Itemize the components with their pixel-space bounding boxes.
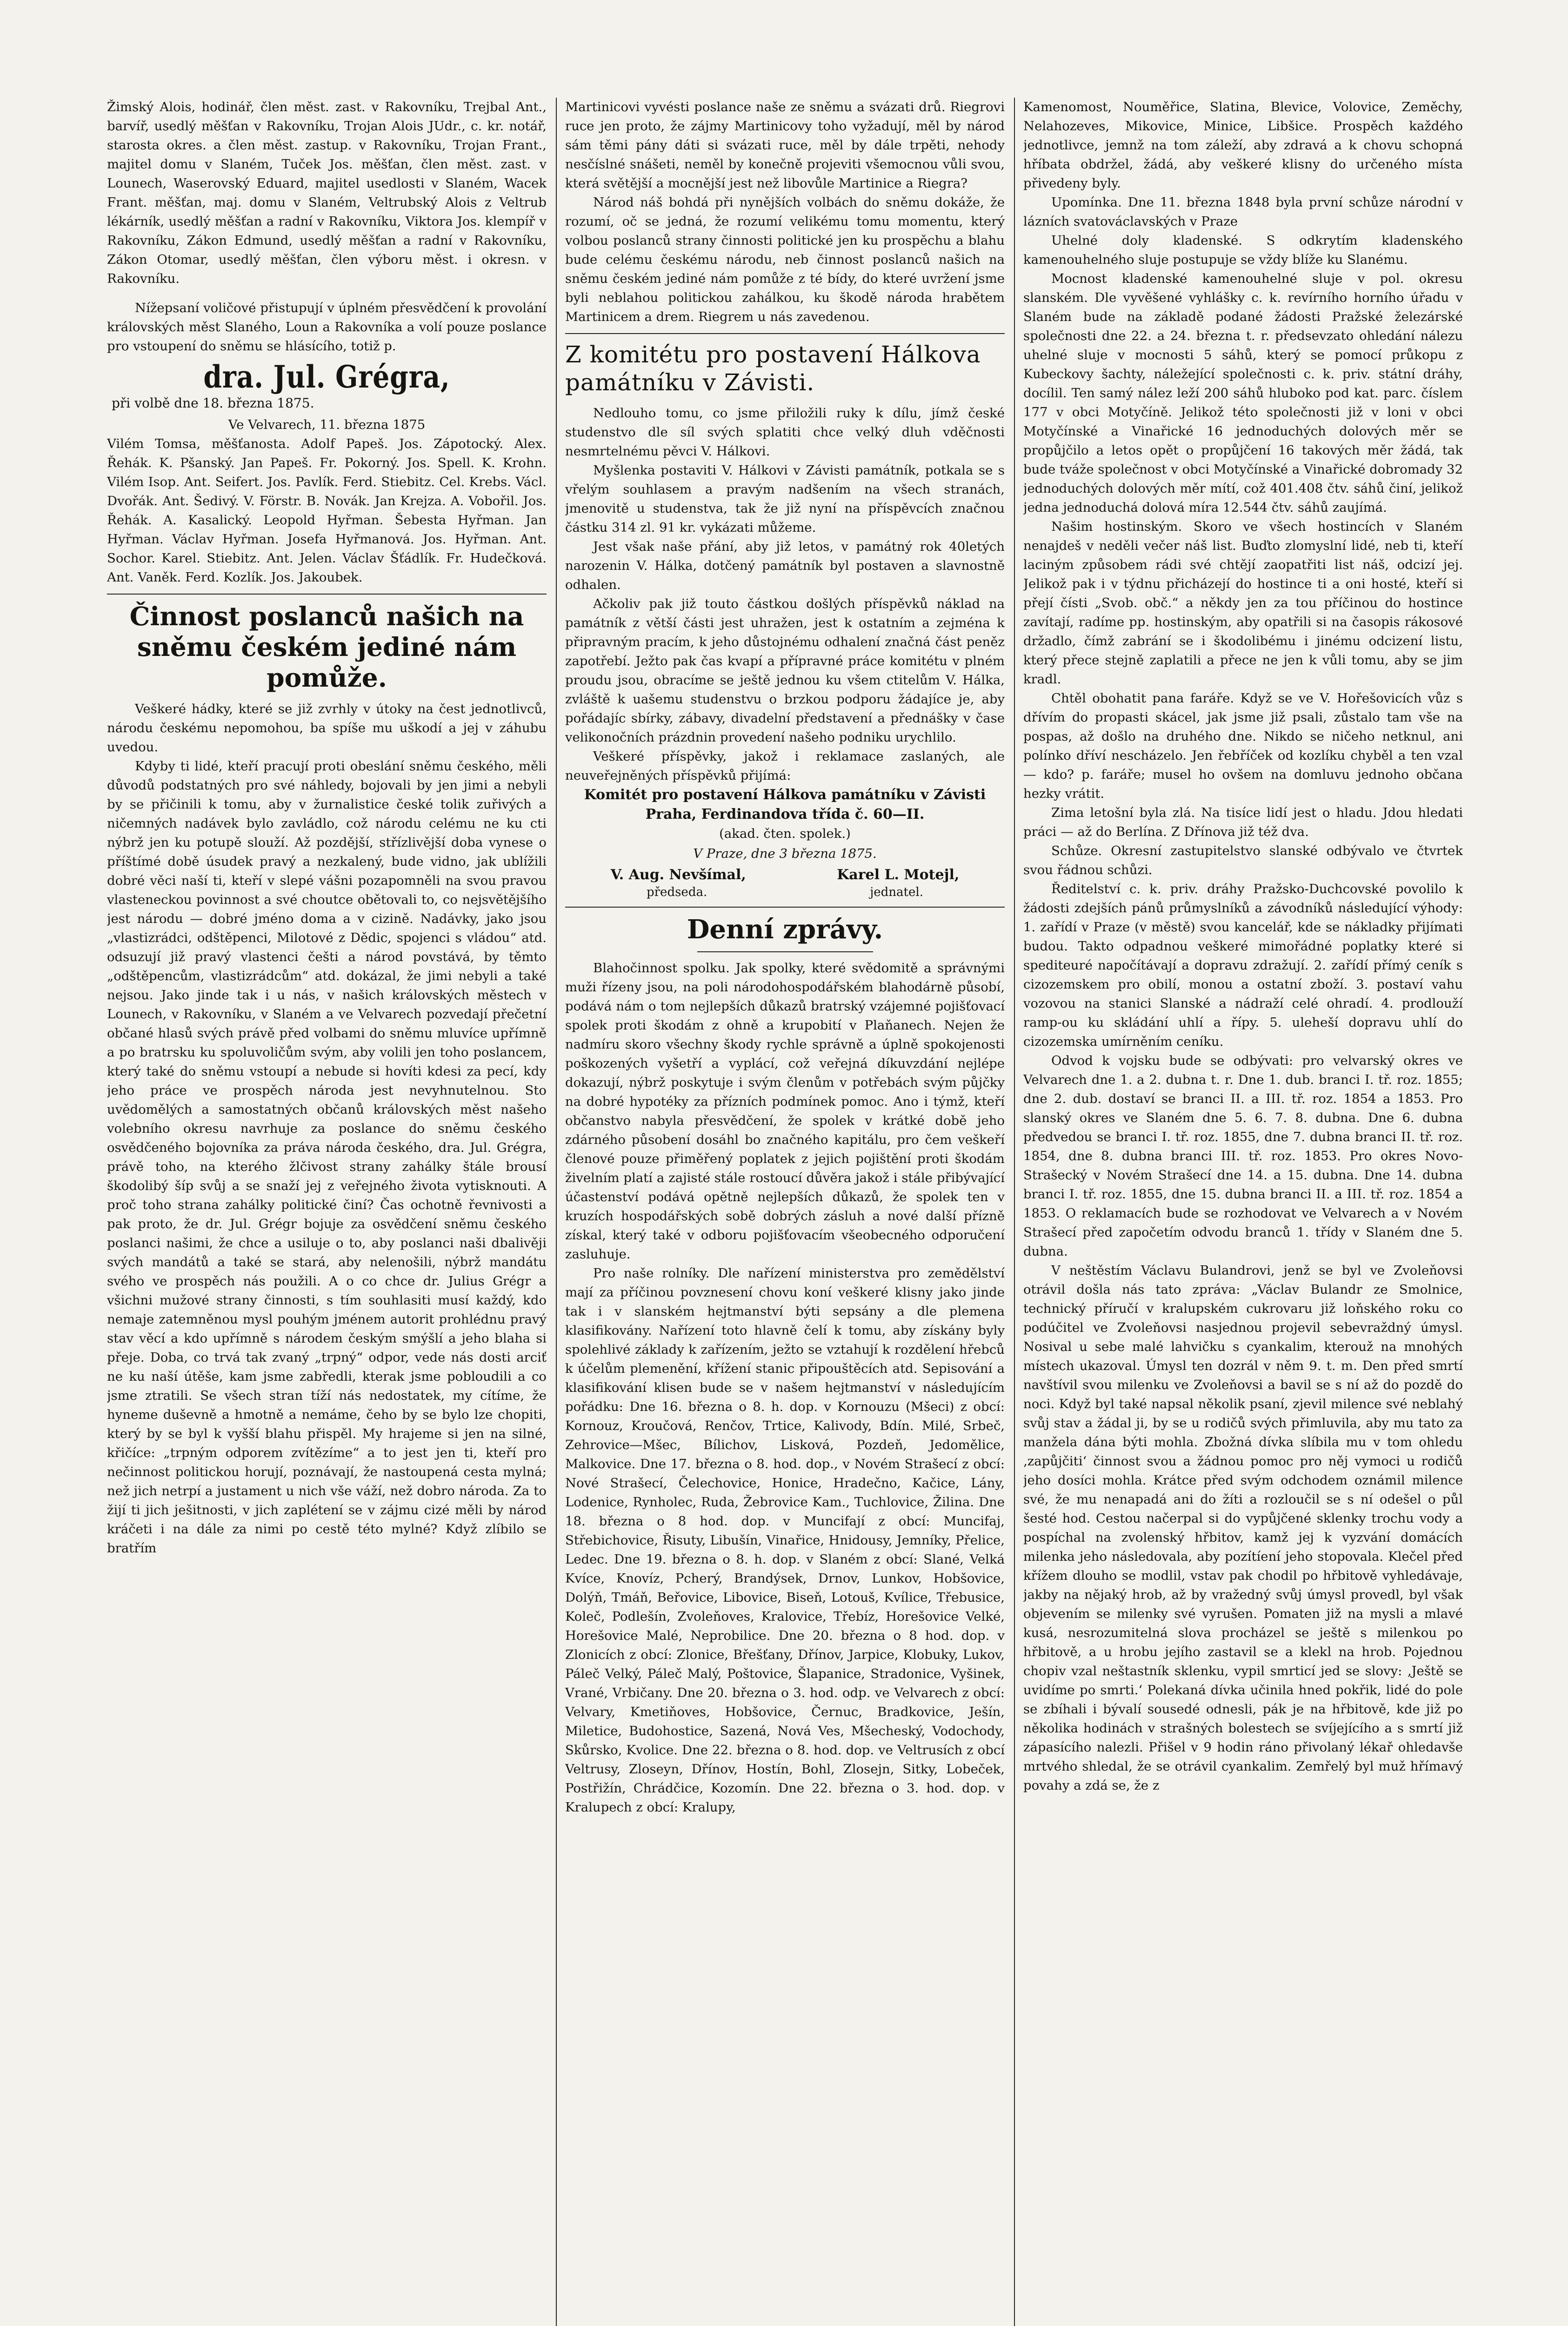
column-rule-2 [1014, 98, 1015, 2326]
signature-chair: V. Aug. Nevšímal, [610, 867, 746, 883]
role-secretary: jednatel. [870, 885, 923, 899]
article-paragraph: Kdyby ti lidé, kteří pracují proti obeslání sněmu českého, měli důvodů podstatných pro své náhledy, bojovali by jen jimi a nebyli by se přičinili k tomu, aby v žurnalistice české tolik zuřivých a ničemných nadávek bylo zavládlo, což národu celému ne ku cti nýbrž jen ku potupě slouží. Až pozdější, střízlivější doba vynese o příštímé době úsudek pravý a nezkalený, bude vidno, jak ublížili dobré věci naší ti, kteří v slepé vášni pozapomněli na svou pravou vlasteneckou povinnost a své choutce obětovali to, co nejsvětějšího jest národu — dobré jméno doma a v cizině. Nadávky, jako jsou „vlastizrádci, odštěpenci, Milotové z Dědic, spojenci s vládou“ atd. odsuzují již pravý vlastenci češti a národ povstává, by těmto „odštěpencům, vlastizrádcům“ atd. dokázal, že jimi nebyli a také nejsou. Jako jinde tak i u nás, v našich královských městech v Lounech, v Rakovníku, v Slaném a ve Velvarech pozvedají přečetní občané hlasů svých právě před volbami do sněmu mluvíce upřímně a po bratrsku ku spoluvoličům svým, aby volili jen toho poslancem, který také do sněmu vstoupí a nebude si hovíti kdesi za pecí, kdy jeho práce ve prospěch národa jest nevyhnutelnou. Sto uvědomělých a samostatných občanů královských měst našeho volebního okresu navrhuje za poslance do sněmu českého osvědčeného bojovníka za práva národa českého, dra. Jul. Grégra, právě toho, na kterého žlčivost strany zahálky štále brousí škodolibý šíp svůj a se snaží jej z veřejného života vytisknouti. A proč toho strana zahálky politické činí? Čas ochotně řevnivosti a pak proto, že dr. Jul. Grégr bojuje za osvědčení sněmu českého poslanci našimi, že chce a usiluje o to, aby poslanci naši dbalivěji svých mandátů a také se stará, aby nelenošili, nýbrž mandátu svého ve prospěch nás použili. A o co chce dr. Julius Grégr a všichni mužové strany činnosti, s tím souhlasiti musí každý, kdo nemaje zatemněnou mysl pouhým jménem autorit prohlédnu pravý stav věcí a kdo upřímně s národem českým smýšlí a jeho blaha si přeje. Doba, co trvá tak zvaný „trpný“ odpor, vede nás dosti arciť ne ku naší útěše, kam jsme zabředli, kterak jsme pobloudili a co jsme ztratili. Se všech stran tíží nás nedostatek, my cítíme, že hyneme duševně a hmotně a nemáme, čeho by se bylo lze chopiti, který by se byl k vyšší blahu přispěl. My hrajeme si jen na silné, křičíce: „trpným odporem zvítězíme“ a to jest jen ti, kteří pro nečinnost politickou horují, poznávají, že nastoupená cesta mylná; než jich netrpí a justament u nich vše váží, než dobro národa. Za to žijí ti jich ješitnosti, v jich zaplétení se v zájmu cizé měli by národ kráčeti i na dále za nimi po cestě této mylné? Když zlíbilo se bratřím [107, 759, 547, 1556]
news-item: Zima letošní byla zlá. Na tisíce lidí jest o hladu. Jdou hledati práci — až do Berlína. Z Dřínova již též dva. [1023, 805, 1463, 839]
news-item: Schůze. Okresní zastupitelstvo slanské odbývalo ve čtvrtek svou řádnou schůzi. [1023, 843, 1463, 877]
committee-paragraph: Veškeré příspěvky, jakož i reklamace zaslaných, ale neuveřejněných příspěvků přijímá: [565, 749, 1005, 783]
divider [107, 594, 547, 595]
signature-roles [565, 884, 1005, 900]
committee-title: Z komitétu pro postavení Hálkova památníku v Závisti. [565, 341, 981, 396]
divider [565, 333, 1005, 334]
news-item: Pro naše rolníky. Dle nařízení ministerstva pro zemědělství mají za příčinou povznesení chovu koní veškeré klisny jako jinde tak i v slanském hejtmanství býti sepsány a dle plemena klasifikovány. Nařízení toto hlavně čelí k tomu, aby získány byly spolehlivé základy k zařízením, ježto se vztahují k rozdělení hřebců k účelům plemenění, křížení stanic připouštěcích atd. Sepisování a klasifikování klisen bude se v našem hejtmanství v následujícím pořádku: Dne 16. března o 8. h. dop. v Kornouzu (Mšeci) z obcí: Kornouz, Kroučová, Renčov, Trtice, Kalivody, Bdín. Milé, Srbeč, Zehrovice—Mšec, Bílichov, Lisková, Pozdeň, Jedomělice, Malkovice. Dne 17. března o 8. hod. dop., v Novém Strašecí z obcí: Nové Strašecí, Čelechovice, Honice, Hradečno, Kačice, Lány, Lodenice, Rynholec, Ruda, Žebrovice Kam., Tuchlovice, Žilina. Dne 18. března o 8 hod. dop. v Muncifají z obcí: Muncifaj, Střebichovice, Řisuty, Libušín, Vinařice, Hnidousy, Jemníky, Přelice, Ledec. Dne 19. března o 8. h. dop. v Slaném z obcí: Slané, Velká Kvíce, Knovíz, Pcherý, Brandýsek, Drnov, Lunkov, Hobšovice, Dolýň, Tmáň, Beřovice, Libovice, Biseň, Lotouš, Kvílice, Třebusice, Koleč, Podlešín, Zvoleňoves, Kralovice, Třebíz, Horešovice Velké, Horešovice Malé, Neprobilice. Dne 20. března o 8 hod. dop. v Zlonicích z obcí: Zlonice, Břešťany, Dřínov, Jarpice, Klobuky, Lukov, Páleč Velký, Páleč Malý, Poštovice, Šlapanice, Stradonice, Vyšinek, Vrané, Vrbičany. Dne 20. března o 3. hod. odp. ve Velvarech z obcí: Velvary, Kmetiňoves, Hobšovice, Černuc, Bradkovice, Ješín, Miletice, Budohostice, Sazená, Nová Ves, Mšecheský, Vodochody, Skůrsko, Kvolice. Dne 22. března o 8. hod. dop. ve Veltrusích z obcí Veltrusy, Zloseyn, Dřínov, Hostín, Bohl, Zlosejn, Sitky, Lobeček, Postřižín, Chrádčice, Kozomín. Dne 22. března o 3. hod. dop. v Kralupech z obcí: Kralupy, [565, 1266, 1005, 1815]
news-item: V neštěstím Václavu Bulandrovi, jenž se byl ve Zvoleňovsi otrávil došla nás tato zpráva: „Václav Bulandr ze Smolnice, technický příručí v kralupském cukrovaru již loňského roku co podúčitel ve Zvoleňovsi nasjednou projevil sebevraždný úmysl. Nosival u sebe malé lahvičku s cyankalim, kterouž na mnohých místech ukazoval. Úmysl ten dozrál v něm 9. t. m. Den před smrtí navštívil svou milenku ve Zvoleňovsi a bavil se s ní až do pozdě do noci. Když byl také napsal několik psaní, zjevil milence své neblahý svůj stav a žádal ji, by se u rodičů svých přimluvila, aby mu tato za manžela dána býti mohla. Zbožná dívka slíbila mu v tom ohledu ‚zapůjčiti‘ činnost svou a žádnou pomoc pro něj vymoci u rodičů jeho dosíci mohla. Krátce před svým odchodem oznámil milence své, že mu nenapadá ani do žíti a rozloučil se s ní odešel o půl šesté hod. Cestou načerpal si do vypůjčené sklenky trochu vody a pospíchal na zvolenský hřbitov, kamž jej k vyzvání domácích milenka jeho následovala, aby pozítíení jeho stopovala. Klečel před křížem dlouho se modlil, vstav pak chodil po hřbitově vyhledávaje, jakby na nějaký hrob, až by vražedný svůj úmysl provedl, byl však objevením se milenky své vyrušen. Pomaten již na mysli a mlavé kusá, nesrozumitelná slova procházel se ještě s milenkou po hřbitově, a u hrobu jejího zastavil se a klekl na hrob. Pojednou chopiv vzal neštastník sklenku, vypil smrticí jed se slovy: ‚Ještě se uvidíme po smrti.‘ Polekaná dívka učinila hned pokřik, lidé do pole se zbíhali i bývalí sousedé odnesli, pák je na hřbitově, kde již po několika hodinách v strašných bolestech se svíjejícího a s smrtí již zápasícího nalezli. Přišel v 9 hodin ráno přivolaný lékař ohledavše mrtvého shledal, že se otrávil cyankalim. Zemřelý byl muž hřímavý povahy a zdá se, že z [1023, 1263, 1463, 1793]
column-3 [1023, 98, 1463, 2326]
news-item: Uhelné doly kladenské. S odkrytím kladenského kamenouhelného sluje postupuje se vždy blíže ku Slanému. [1023, 233, 1463, 267]
article-continuation: Martinicovi vyvésti poslance naše ze sněmu a svázati drů. Riegrovi ruce jen proto, že zájmy Martinicovy toho vyžadují, měl by národ sám těmi pány dáti si svázati ruce, měl by dále trpěti, nehody nesčíslné snášeti, neměl by konečně projeviti všemocnou vůli svou, která světější a mocnější jest než libovůle Martinice a Riegra? [565, 100, 1005, 191]
committee-paragraph: Myšlenka postaviti V. Hálkovi v Závisti památník, potkala se s vřelým souhlasem a pravým nadšením na všech stranách, jmenovitě u studenstva, tak že již nyní na příspěvcích značnou částku 314 zl. 91 kr. vykázati můžeme. [565, 463, 1005, 535]
news-item: Chtěl obohatit pana faráře. Když se ve V. Hořešovicích vůz s dřívím do propasti skácel, jak jsme již psali, zůstalo tam vše na pospas, až došlo na druhého dne. Nikdo se ničeho netknul, ani polínko dříví nescházelo. Jen řebříček od kozlíku chyběl a ten vzal — kdo? p. faráře; musel ho ovšem na domluvu jednoho občana hezky vrátit. [1023, 691, 1463, 801]
column-1 [107, 98, 547, 2326]
newspaper-page [107, 98, 1475, 2326]
role-chair: předseda. [646, 885, 707, 899]
signers-list: Vilém Tomsa, měšťanosta. Adolf Papeš. Jos. Zápotocký. Alex. Řehák. K. Pšanský. Jan Papeš. Fr. Pokorný. Jos. Spell. K. Krohn. Vilém Isop. Ant. Seifert. Jos. Pavlík. Ferd. Stiebitz. Cel. Krebs. Václ. Dvořák. Ant. Šedivý. V. Förstr. B. Novák. Jan Krejza. A. Vobořil. Jos. Řehák. A. Kasalický. Leopold Hyřman. Šebesta Hyřman. Jan Hyřman. Václav Hyřman. Josefa Hyřmanová. Jos. Hyřman. Ant. Sochor. Karel. Stiebitz. Ant. Jelen. Václav Šťádlík. Fr. Hudečková. Ant. Vaněk. Ferd. Kozlík. Jos. Jakoubek. [107, 436, 547, 585]
news-item: Našim hostinským. Skoro ve všech hostincích v Slaném nenajdeš v neděli večer náš list. Buďto zlomyslní lidé, neb ti, kteří laciným způsobem rádi své chtějí zaopatřiti list náš, odcizí jej. Jelikož pak i v týdnu přicházejí do hostince ti a oni hosté, kteří si přejí čísti „Svob. obč.“ a někdy jen za tou příčinou do hostince zavítají, radíme pp. hostinským, aby opatřili si na časopis rákosové držadlo, čímž zabrání se i škodolibému i jinému odcizení listu, který přece stejně zaplatili a přece ne jen k vůli tomu, aby se jim kradl. [1023, 519, 1463, 687]
committee-address-note: (akad. čten. spolek.) [719, 826, 851, 841]
committee-paragraph: Nedlouho tomu, co jsme přiložili ruky k dílu, jímž české studenstvo dle síl svých splatiti chce velký dluh vděčnosti nesmrtelnému pěvci V. Hálkovi. [565, 406, 1005, 459]
signatures [565, 866, 1005, 884]
news-item: Odvod k vojsku bude se odbývati: pro velvarský okres ve Velvarech dne 1. a 2. dubna t. r. Dne 1. dub. branci I. tř. roz. 1855; dne 2. dub. dostaví se branci II. a III. tř. roz. 1854 a 1853. Pro slanský okres ve Slaném dne 5. 6. 7. 8. dubna. Dne 6. dubna předvedou se branci I. tř. roz. 1855, dne 7. dubna branci II. tř. roz. 1854, dne 8. dubna branci III. tř. roz. 1853. Pro okres Novo-Strašecký v Novém Strašecí dne 14. a 15. dubna. Dne 14. dubna branci I. tř. roz. 1855, dne 15. dubna branci II. a III. tř. roz. 1854 a 1853. O reklamacích bude se rozhodovat ve Velvarech a v Novém Strašecí před započetím odvodu branců 1. třídy v Slaném dne 5. dubna. [1023, 1053, 1463, 1259]
voters-statement: Nížepsaní voličové přistupují v úplném přesvědčení k provolání královských měst Slaného, Loun a Rakovníka a volí pouze poslance pro vstoupení do sněmu se hlásícího, totiž p. [107, 301, 547, 354]
column-2 [565, 98, 1005, 2326]
committee-address: Komitét pro postavení Hálkova památníku v Závisti [584, 787, 986, 803]
article-paragraph: Národ náš bohdá při nynějších volbách do sněmu dokáže, že rozumí, oč se jedná, že rozumí velikému tomu momentu, který volbou poslanců strany činnosti politické jen ku prospěchu a blahu bude celému českému národu, neb činnost poslanců našich na sněmu českém jediné nám pomůže z té bídy, do které uvržení jsme byli neblahou politickou zahálkou, ku škodě národa hrabětem Martinicem a drem. Riegrem u nás zavedenou. [565, 195, 1005, 324]
news-item: Blahočinnost spolku. Jak spolky, které svědomitě a správnými muži řízeny jsou, na poli národohospodářském blahodárně působí, podává nám o tom nejlepších důkazů bratrský vzájemné pojišťovací spolek proti škodám z ohně a krupobití v Plaňanech. Nejen že nadmíru skoro všechny škody rychle správně a úplně spokojenosti poškozených vyšetří a vyplácí, což veřejná díkuvzdání nejlépe dokazují, nýbrž poskytuje i svým členům v potřebách svým půjčky na dobré hypotéky za přízních podmínek pomoc. Ano i týmž, kteří občanstvo nabyla přesvědčení, že spolek v krátké době jeho zdárného působení dosáhl bo značného kapitálu, pro čem veškeří členové pouze přiměřený poplatek z jejich pojištění proti škodám živelním platí a zajisté stále rostoucí důvěra jakož i stále přibývající účastenství podává opětně nejlepších důkazů, že spolek ten v kruzích hospodářských sobě dobrých zásluh a nové další přízně získal, který také v odboru pojišťovacím všeobecného odporučení zasluhuje. [565, 961, 1005, 1262]
signers-place-date: Ve Velvarech, 11. března 1875 [228, 417, 426, 432]
candidate-supporters-list: Žimský Alois, hodinář, člen měst. zast. v Rakovníku, Trejbal Ant., barvíř, usedlý měšťan v Rakovníku, Trojan Alois JUdr., c. kr. notář, starosta okres. a člen měst. zastup. v Rakovníku, Trojan Frant., majitel domu v Slaném, Tuček Jos. měšťan, člen měst. zast. v Lounech, Waserovský Eduard, majitel usedlosti v Slaném, Wacek Frant. měšťan, maj. domu v Slaném, Veltrubský Alois z Veltrub lékárník, usedlý měšťan a radní v Rakovníku, Viktora Jos. klempíř v Rakovníku, Zákon Edmund, usedlý měšťan a radní v Rakovníku, Zákon Otomar, usedlý měšťan, člen výboru měst. i okresn. v Rakovníku. [107, 100, 547, 286]
column-rule-1 [556, 98, 557, 2326]
committee-paragraph: Jest však naše přání, aby již letos, v památný rok 40letých narozenin V. Hálka, dotčený památník byl postaven a slavnostně odhalen. [565, 539, 1005, 592]
committee-address: Praha, Ferdinandova třída č. 60—II. [645, 806, 925, 822]
news-section-title: Denní zprávy. [687, 914, 883, 945]
committee-date: V Praze, dne 3 března 1875. [693, 846, 877, 861]
divider [697, 951, 873, 952]
candidate-name: dra. Jul. Grégra, [203, 359, 450, 395]
committee-paragraph: Ačkoliv pak již touto částkou došlých příspěvků náklad na památník z větší části jest uhražen, jest k ostatním a zejména k připravným pracím, k jeho důstojnému odhalení značná část peněz zapotřebí. Ježto pak čas kvapí a přípravné práce komitétu v plném proudu jsou, obracíme se ještě jednou ku všem ctitelům V. Hálka, zvláště k uašemu studenstvu o brzkou podporu žádajíce je, aby pořádajíc sbírky, zábavy, divadelní představení a přednášky v čase velikonočních prázdnin provedení našeho podniku urychlilo. [565, 596, 1005, 745]
signature-secretary: Karel L. Motejl, [837, 867, 960, 883]
article-title: Činnost poslanců našich na sněmu českém jediné nám pomůže. [129, 601, 524, 693]
article-paragraph: Veškeré hádky, které se již zvrhly v útoky na čest jednotlivců, národu českému nepomohou, ba spíše mu uškodí a jej v záhubu uvedou. [107, 702, 547, 755]
news-item: Upomínka. Dne 11. března 1848 byla první schůze národní v lázních svatováclavských v Praze [1023, 195, 1463, 229]
divider [565, 907, 1005, 908]
news-item: Kamenomost, Nouměřice, Slatina, Blevice, Volovice, Zeměchy, Nelahozeves, Mikovice, Minice, Libšice. Prospěch každého jednotlivce, jemnž na tom záleží, aby zdravá a k chovu schopná hříbata obdržel, žádá, aby veškeré klisny do určeného místa přivedeny byly. [1023, 100, 1463, 191]
election-date: při volbě dne 18. března 1875. [112, 395, 314, 411]
news-item: Ředitelství c. k. priv. dráhy Pražsko-Duchcovské povolilo k žádosti zdejších pánů průmyslníků a závodníků následující výhody: 1. zařídí v Praze (v městě) svou kancelář, kde se nákladky přijímati budou. Takto odpadnou veškeré mimořádné poplatky které si spediteuré napočítávají a dopravu zdražují. 2. zařídí přímý ceník s cizozemskem pro obilí, monou a ostatní zboží. 3. postaví vahu vozovou na stanici Slanské a nádraží celé ohradí. 4. prodlouží ramp-ou ku skládání uhlí a řípy. 5. uleheší dopravu uhlí do cizozemska umírněním ceníku. [1023, 882, 1463, 1049]
news-item: Mocnost kladenské kamenouhelné sluje v pol. okresu slanském. Dle vyvěšené vyhlášky c. k. revírního horního úřadu v Slaném bude na základě podané žádosti Pražské železárské společnosti dne 22. a 24. března t. r. předsevzato ohledání nálezu uhelné sluje v mocnosti 5 sáhů, který se pomocí průkopu z Kubeckovy šachty, náležející společnosti c. k. priv. státní dráhy, docílil. Ten samý nález leží 200 sáhů hluboko pod kat. parc. číslem 177 v obci Motyčíně. Jelikož této společnosti již v loni v obci Motyčínské a Vinařické 16 jednoduchých dolových měr se propůjčilo a letos opět o propůjčení 16 takových měr žádá, tak bude tváže společnost v obci Motyčínské a Vinařické dobromady 32 jednoduchých dolových měr mítí, což 401.408 čtv. sáhů činí, jelikož jedna jednoduchá dolová míra 12.544 čtv. sáhů zaujímá. [1023, 271, 1463, 515]
